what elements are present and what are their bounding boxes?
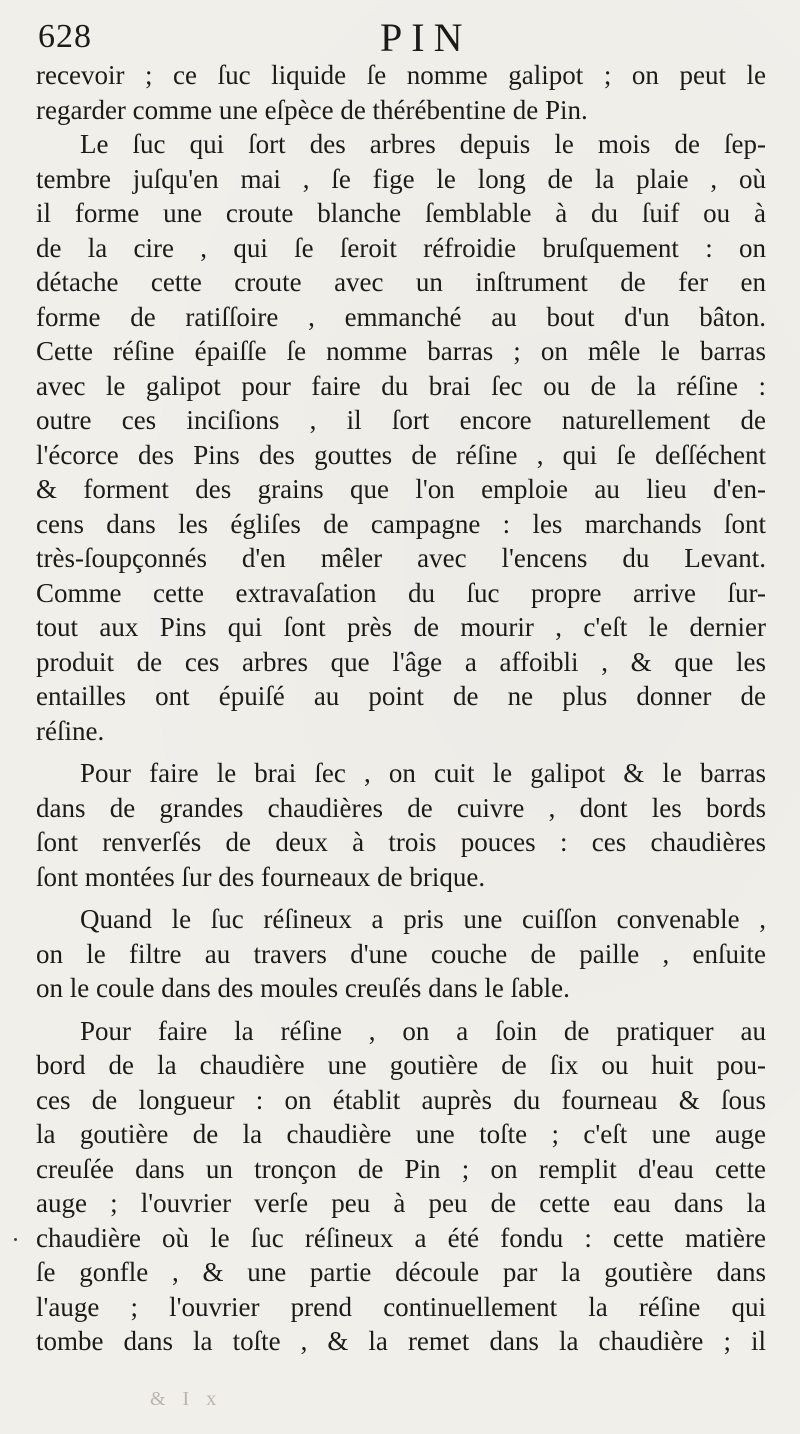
text-line: & forment des grains que l'on emploie au lieu d'en- (36, 474, 766, 504)
text-line: recevoir ; ce ſuc liquide ſe nomme galipot ; on peut le (36, 60, 766, 90)
text-line: la goutière de la chaudière une toſte ; c'eſt une auge (36, 1119, 766, 1149)
page-number: 628 (38, 18, 92, 55)
text-line: regarder comme une eſpèce de thérébentine de Pin. (36, 94, 588, 125)
text-line: détache cette croute avec un inſtrument de fer en (36, 267, 766, 297)
text-line: auge ; l'ouvrier verſe peu à peu de cette eau dans la (36, 1188, 766, 1218)
page-header (34, 14, 774, 58)
text-line: entailles ont épuiſé au point de ne plus donner de (36, 681, 766, 711)
signature-mark: & I x (150, 1388, 223, 1410)
text-line: dans de grandes chaudières de cuivre , dont les bords (36, 792, 766, 823)
text-line: tembre juſqu'en mai , ſe fige le long de la plaie , où (36, 163, 766, 194)
text-line: on le coule dans des moules creuſés dans le ſable. (36, 973, 570, 1003)
text-line: produit de ces arbres que l'âge a affoibli , & que les (36, 646, 766, 677)
text-line: très-ſoupçonnés d'en mêler avec l'encens du Levant. (36, 543, 766, 573)
text-line: chaudière où le ſuc réſineux a été fondu : cette matière (36, 1222, 766, 1253)
text-line: ſont renverſés de deux à trois pouces : ces chaudières (36, 827, 766, 857)
text-line: ces de longueur : on établit auprès du fourneau & ſous (36, 1084, 766, 1115)
text-line: l'écorce des Pins des gouttes de réſine , qui ſe deſſéchent (36, 439, 766, 470)
text-line: avec le galipot pour faire du brai ſec ou de la réſine : (36, 370, 766, 401)
text-line: ſont montées ſur des fourneaux de brique. (36, 861, 486, 892)
text-line: tout aux Pins qui ſont près de mourir , c'eſt le dernier (36, 612, 766, 642)
text-line: on le filtre au travers d'une couche de paille , enſuite (36, 938, 766, 969)
body-text (36, 58, 766, 1359)
text-line: Comme cette extravaſation du ſuc propre arrive ſur- (36, 577, 766, 608)
ink-speck (14, 1238, 17, 1241)
running-head: PIN (380, 15, 472, 60)
text-line: tombe dans la toſte , & la remet dans la chaudière ; il (36, 1326, 766, 1356)
text-line: bord de la chaudière une goutière de ſix ou huit pou- (36, 1050, 766, 1080)
text-line: il forme une croute blanche ſemblable à du ſuif ou à (36, 198, 766, 228)
text-line: Pour faire le brai ſec , on cuit le galipot & le barras (80, 758, 766, 788)
text-line: réſine. (36, 715, 105, 746)
text-line: outre ces inciſions , il ſort encore naturellement de (36, 405, 766, 435)
text-line: Le ſuc qui ſort des arbres depuis le mois de ſep- (80, 129, 766, 159)
text-line: Pour faire la réſine , on a ſoin de pratiquer au (80, 1015, 766, 1046)
text-line: forme de ratiſſoire , emmanché au bout d'un bâton. (36, 301, 766, 332)
text-line: ſe gonfle , & une partie découle par la goutière dans (36, 1257, 766, 1287)
text-line: creuſée dans un tronçon de Pin ; on remplit d'eau cette (36, 1153, 766, 1184)
text-line: Cette réſine épaiſſe ſe nomme barras ; on mêle le barras (36, 336, 766, 366)
text-line: cens dans les égliſes de campagne : les marchands ſont (36, 508, 766, 539)
text-line: de la cire , qui ſe ſeroit réfroidie bruſquement : on (36, 232, 766, 263)
text-line: l'auge ; l'ouvrier prend continuellement la réſine qui (36, 1291, 766, 1322)
text-line: Quand le ſuc réſineux a pris une cuiſſon convenable , (80, 904, 766, 934)
